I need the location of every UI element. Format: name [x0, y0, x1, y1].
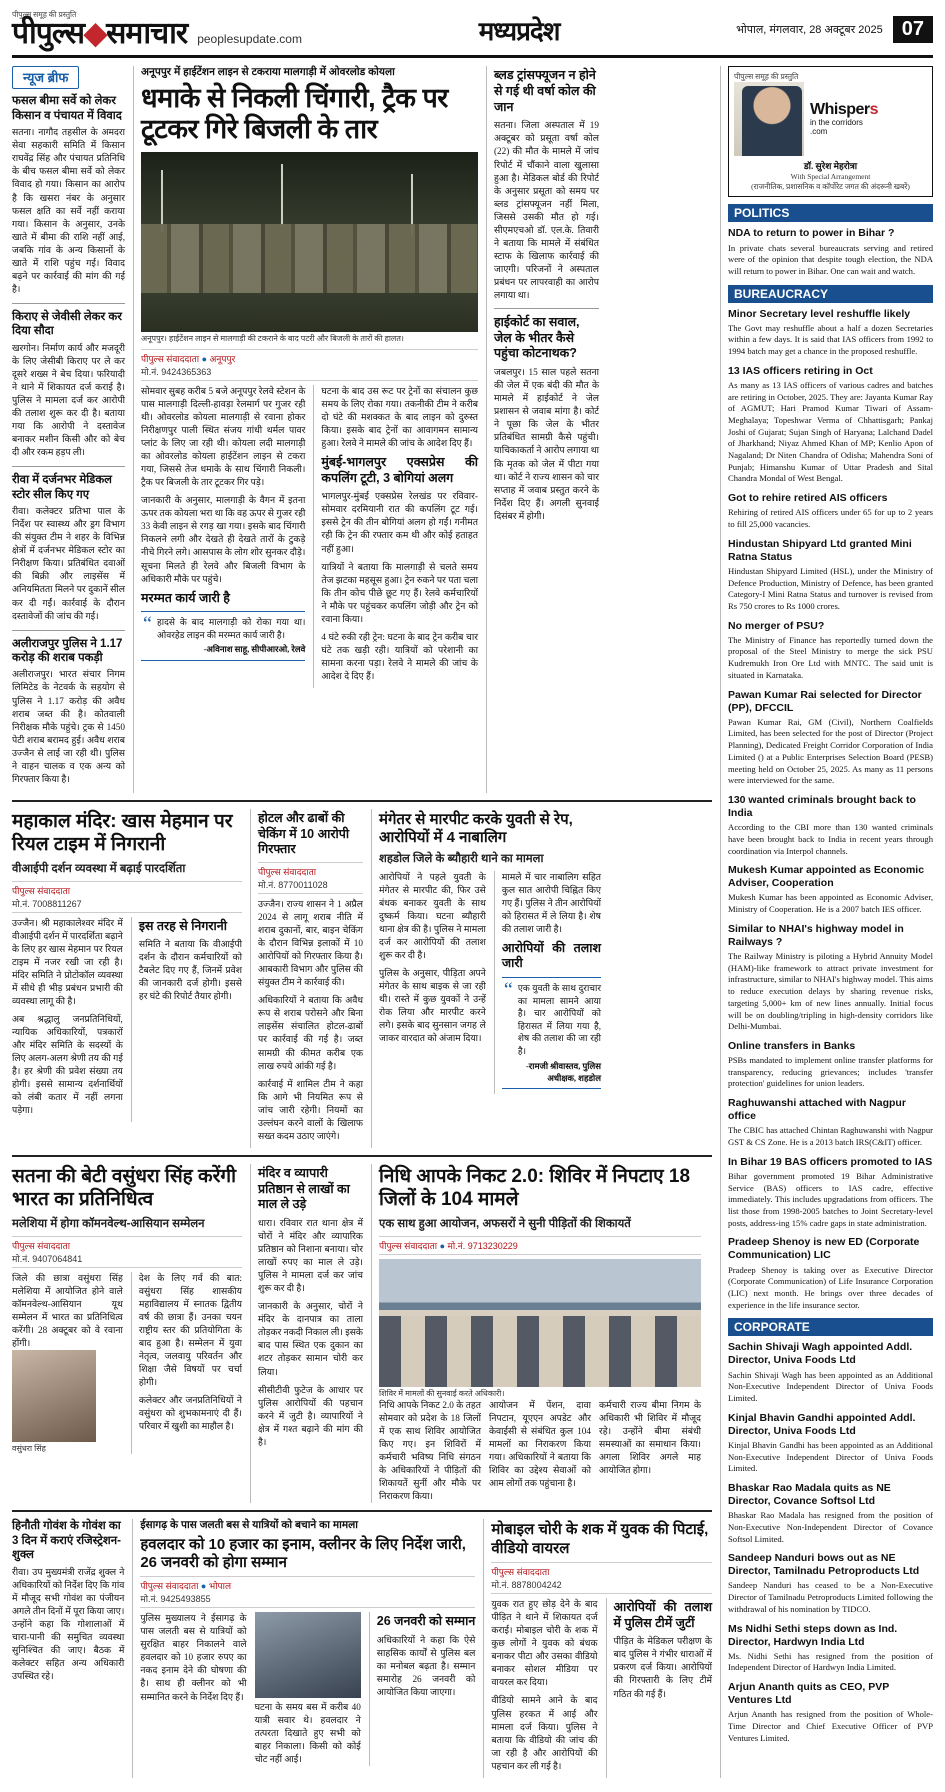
- satna-para: जिले की छात्रा वसुंधरा सिंह मलेशिया में आयोजित होने वाले कॉमनवेल्थ-आसियान यूथ सम्मेलन में भारत का प्रतिनिधित्व करेंगी। 28 अक्टूबर को वे रवाना होंगी।: [12, 1272, 123, 1348]
- page-grid: [12, 66, 933, 1777]
- mobile-para: युवक रात हुए छोड़ देने के बाद पीड़ित ने थाने में शिकायत दर्ज कराई। मोबाइल चोरी के शक में कुछ लोगों ने युवक को बंधक बनाकर पीटा और उसका वीडियो बनाकर सोशल मीडिया पर वायरल कर दिया।: [491, 1599, 598, 1688]
- rail-body: According to the CBI more than 130 wanted criminals have been brought back to India in recent years through coordination via Interpol channels.: [728, 822, 933, 856]
- bus-para: अधिकारियों ने कहा कि ऐसे साहसिक कार्यों से पुलिस बल का मनोबल बढ़ता है। सम्मान समारोह 26 जनवरी को आयोजित किया जाएगा।: [376, 1634, 476, 1697]
- mobile-headline: मोबाइल चोरी के शक में युवक की पिटाई, वीडियो वायरल: [491, 1521, 709, 1557]
- rail-headline: Similar to NHAI's highway model in Railways ?: [728, 922, 904, 948]
- shahdol-col-1: [379, 871, 486, 1095]
- brief-item[interactable]: [12, 637, 125, 786]
- brief-headline: फसल बीमा सर्वे को लेकर किसान व पंचायत में विवाद: [12, 95, 122, 122]
- rail-headline: Raghuwanshi attached with Nagpur office: [728, 1097, 906, 1123]
- byline-agency: पीपुल्स संवाददाता: [491, 1567, 550, 1577]
- brief-headline: हिनौती गोवंश के गोवंश का 3 दिन में कराएं रजिस्ट्रेशन-शुक्ल: [12, 1520, 121, 1562]
- mahakal-col-2: [131, 917, 242, 1123]
- byline-city: भोपाल: [208, 1581, 232, 1592]
- temple-body: [258, 1217, 363, 1449]
- rail-body: Pawan Kumar Rai, GM (Civil), Northern Coalfields Limited, has been selected for the post of Director (Project Planning), Dedicated Freight Corridor Corporation of India Limited () at a Public Enterprises Selection Board (PESB) meeting held on October 25, 2025. As many as 11 persons were interviewed for the same.: [728, 716, 933, 786]
- temple-headline: मंदिर व व्यापारी प्रतिष्ठान से लाखों का माल ले उड़े: [258, 1165, 350, 1212]
- byline-agency: पीपुल्स संवाददाता: [379, 1240, 438, 1251]
- brief-item[interactable]: [12, 1519, 124, 1777]
- rail-body: The Govt may reshuffle about a half a dozen Secretaries within a few days. It is said that IAS officers from 1992 to 1994 batch may get a chance in the proposed reshuffle.: [728, 322, 933, 357]
- shahdol-para: आरोपियों ने पहले युवती के मंगेतर से मारपीट की, फिर उसे बंधक बनाकर युवती के साथ दुष्कर्म किया। घटना ब्यौहारी थाना क्षेत्र की है। पुलिस ने मामला दर्ज कर आरोपियों की तलाश शुरू कर दी है।: [379, 871, 486, 960]
- rail-body: Sachin Shivaji Wagh has been appointed as an Additional Non-Executive Independent Director of Univa Foods Limited.: [728, 1369, 933, 1403]
- rail-body: Hindustan Shipyard Limited (HSL), under the Ministry of Defence Production, Ministry of Defence, has been granted Category-I Mini Ratna Status and turnover is revised from Rs 750 crores to Rs 1000 crores.: [728, 565, 933, 611]
- hotel-dhaba-story[interactable]: [250, 809, 363, 1148]
- bus-col-2: [255, 1612, 361, 1766]
- mumbai-para: 4 घंटे रुकी रही ट्रेन: घटना के बाद ट्रेन करीब चार घंटे तक खड़ी रही। यात्रियों को परेशानी का सामना करना पड़ा। रेलवे ने मामले की जांच के आदेश दे दिए हैं।: [321, 631, 478, 682]
- rail-item[interactable]: [728, 1412, 933, 1475]
- rail-headline: NDA to return to power in Bihar ?: [728, 227, 895, 240]
- masthead-left: [12, 10, 302, 49]
- rail-headline: Mukesh Kumar appointed as Economic Adviser, Cooperation: [728, 864, 925, 890]
- shahdol-col-2: [494, 871, 601, 1095]
- rail-body: Mukesh Kumar has been appointed as Economic Adviser, Ministry of Cooperation. He is a 2007 batch IES officer.: [728, 892, 933, 915]
- satna-cols: [12, 1272, 242, 1455]
- rail-headline: Sachin Shivaji Wagh appointed Addl. Director, Univa Foods Ltd: [728, 1341, 913, 1367]
- mobile-byline: [491, 1562, 712, 1594]
- nidhi-byline: पीपुल्स संवाददाता ● मो.नं. 9713230229: [379, 1236, 701, 1255]
- satna-col-2: [131, 1272, 242, 1455]
- lead-kicker: अनूपपुर में हाईटेंशन लाइन से टकराया मालगाड़ी में ओवरलोड कोयला: [141, 66, 395, 79]
- rail-item[interactable]: [728, 689, 933, 787]
- shahdol-story[interactable]: [371, 809, 601, 1148]
- section-header-politics: POLITICS: [728, 204, 933, 222]
- brief-item[interactable]: [12, 473, 125, 622]
- middle-band: [12, 809, 712, 1148]
- rail-headline: Ms Nidhi Sethi steps down as Ind. Director, Hardwyn India Ltd: [728, 1622, 898, 1648]
- whisper-note: (राजनीतिक, प्रशासनिक व कॉर्पोरेट जगत की अंदरूनी खबरें): [751, 181, 910, 191]
- nidhi-para: निधि आपके निकट 2.0 के तहत सोमवार को प्रदेश के 18 जिलों में एक साथ शिविर आयोजित किए गए। इन शिविरों में कर्मचारी भविष्य निधि संगठन के अधिकारियों ने पीड़ितों की शिकायतें सुनीं और मौके पर निराकरण किया।: [379, 1399, 481, 1502]
- whisper-brand-line1: [810, 102, 878, 118]
- whisper-arrangement: With Special Arrangement: [790, 171, 871, 181]
- mobile-para: वीडियो सामने आने के बाद पुलिस हरकत में आई और मामला दर्ज किया। पुलिस ने बताया कि वीडियो की जांच की जा रही है और आरोपियों की पहचान कर ली गई है।: [491, 1695, 598, 1771]
- lead-story[interactable]: [133, 66, 478, 793]
- rail-item[interactable]: [728, 1156, 933, 1230]
- shahdol-quote: [502, 977, 601, 1089]
- rail-item[interactable]: [728, 1552, 933, 1615]
- rail-body: Bhaskar Rao Madala has resigned from the position of Non-Executive Non-Independent Director of Covance Softsol Limited.: [728, 1510, 933, 1544]
- shahdol-para: मामले में चार नाबालिग सहित कुल सात आरोपी चिह्नित किए गए हैं। पुलिस ने तीन आरोपियों को हिरासत में ले लिया है। शेष की तलाश जारी है।: [501, 871, 601, 934]
- rail-item[interactable]: [728, 794, 933, 857]
- rail-headline: 13 IAS officers retiring in Oct: [728, 364, 873, 377]
- temple-theft-story[interactable]: [250, 1164, 363, 1503]
- byline-agency: पीपुल्स संवाददाता: [12, 1240, 71, 1251]
- byline-agency: पीपुल्स संवाददाता: [140, 1581, 199, 1592]
- mahakal-para: अब श्रद्धालु जनप्रतिनिधियों, न्यायिक अधिकारियों, पत्रकारों और मंदिर समिति के सदस्यों के लिए अलग-अलग श्रेणी तय की गई है। हर श्रेणी की प्रवेश संख्या तय होगी। इससे सामान्य दर्शनार्थियों को लंबी कतार में नहीं लगना पड़ेगा।: [12, 1013, 123, 1116]
- hotel-body: [258, 898, 363, 1143]
- shahdol-subhead: शहडोल जिले के ब्यौहारी थाने का मामला: [379, 852, 544, 865]
- rail-headline: Sandeep Nanduri bows out as NE Director, Tamilnadu Petroproducts Ltd: [728, 1552, 920, 1578]
- nidhi-photo-caption: शिविर में मामलों की सुनवाई करते अधिकारी।: [379, 1388, 505, 1398]
- mobile-para: पीड़ित के मेडिकल परीक्षण के बाद पुलिस ने गंभीर धाराओं में प्रकरण दर्ज किया। आरोपियों की गिरफ्तारी के लिए टीमें गठित की गई हैं।: [613, 1636, 712, 1699]
- lead-photo: [141, 152, 478, 332]
- mumbai-para: यात्रियों ने बताया कि मालगाड़ी से चलते समय तेज झटका महसूस हुआ। ट्रेन रुकने पर पता चला कि तीन कोच पीछे छूट गए हैं। रेलवे कर्मचारियों ने मौके पर पहुंचकर कपलिंग जोड़ी और ट्रेन को रवाना किया।: [321, 561, 478, 624]
- bus-kicker: ईसागढ़ के पास जलती बस से यात्रियों को बचाने का मामला: [140, 1519, 358, 1532]
- mahakal-col-1: [12, 917, 123, 1123]
- rail-body: Rehiring of retired AIS officers under 65 for up to 2 years to fill 25,000 vacancies.: [728, 507, 933, 529]
- bus-col-1: [140, 1612, 246, 1766]
- whisper-top-line: पीपुल्स समूह की प्रस्तुति: [734, 72, 799, 82]
- mahakal-story[interactable]: [12, 809, 242, 1148]
- section-header-corporate: CORPORATE: [728, 1318, 933, 1336]
- lower-band: [12, 1164, 712, 1503]
- story-body: सतना। जिला अस्पताल में 19 अक्टूबर को प्रसूता वर्षा कोल (22) की मौत के मामले में जांच रिपोर्ट में चौंकाने वाला खुलासा हुआ है। मेडिकल बोर्ड की रिपोर्ट के अनुसार प्रसूता को समय पर ब्लड ट्रांसफ्यूजन नहीं मिला, जिससे उसकी मौत हो गई। सीएमएचओ डॉ. एल.के. तिवारी ने बताया कि मामले में संबंधित स्टाफ के खिलाफ कार्रवाई की जाएगी। परिजनों ने अस्पताल प्रबंधन पर लापरवाही का आरोप लगाया था।: [494, 120, 599, 301]
- temple-para: जानकारी के अनुसार, चोरों ने मंदिर के दानपात्र का ताला तोड़कर नकदी निकाल ली। इसके बाद पास स्थित एक दुकान का शटर तोड़कर सामान चोरी कर लिया।: [258, 1301, 363, 1377]
- news-brief-column: [12, 66, 125, 793]
- mahakal-headline: महाकाल मंदिर: खास मेहमान पर रियल टाइम में निगरानी: [12, 810, 233, 855]
- whisper-brand-line3: .com: [810, 126, 828, 136]
- rail-headline: Hindustan Shipyard Ltd granted Mini Ratna Status: [728, 537, 912, 563]
- rail-headline: Arjun Ananth quits as CEO, PVP Ventures Ltd: [728, 1681, 890, 1707]
- hotel-para: अधिकारियों ने बताया कि अवैध रूप से शराब परोसने और बिना लाइसेंस संचालित होटल-ढाबों पर कार्रवाई की गई है। जब्त सामग्री की कीमत करीब एक लाख रुपये आंकी गई है।: [258, 995, 363, 1071]
- rail-body: Arjun Ananth has resigned from the position of Whole-Time Director and Chief Executive Officer of PVP Ventures Limited.: [728, 1709, 933, 1743]
- rail-headline: Pawan Kumar Rai selected for Director (PP), DFCCIL: [728, 688, 922, 714]
- section-header-bureaucracy: BUREAUCRACY: [728, 285, 933, 303]
- lead-subheading: मरम्मत कार्य जारी है: [141, 590, 230, 605]
- mumbai-para: भागलपुर-मुंबई एक्सप्रेस रेलखंड पर रविवार-सोमवार दरमियानी रात की कपलिंग टूट गई। इससे ट्रेन की तीन बोगियां अलग हो गईं। गनीमत रही कि ट्रेन की रफ्तार कम थी और कोई हताहत नहीं हुआ।: [321, 491, 478, 554]
- brief-item[interactable]: [12, 310, 125, 459]
- rail-headline: Online transfers in Banks: [728, 1039, 856, 1052]
- column-c: [486, 66, 599, 793]
- bus-headline: हवलदार को 10 हजार का इनाम, क्लीनर के लिए निर्देश जारी, 26 जनवरी को होगा सम्मान: [140, 1535, 466, 1571]
- bus-officer-photo: [255, 1612, 361, 1698]
- whisper-brand: [810, 102, 878, 136]
- lead-photo-caption: अनूपपुर। हाईटेंशन लाइन से मालगाड़ी की टकराने के बाद पटरी और बिजली के तारों की हालत।: [141, 334, 404, 344]
- byline-mobile: मो.नं. 9407064841: [12, 1253, 83, 1264]
- rail-body: Ms. Nidhi Sethi has resigned from the position of Independent Director of Hardwyn India Limited.: [728, 1650, 933, 1673]
- shahdol-subheading: आरोपियों की तलाश जारी: [501, 940, 601, 971]
- columnist-name: डॉ. सुरेश मेहरोत्रा: [803, 160, 858, 171]
- hotel-para: कार्रवाई में शामिल टीम ने कहा कि आगे भी नियमित रूप से जांच जारी रहेगी। नियमों का उल्लंघन करने वालों के खिलाफ सख्त कदम उठाए जाएंगे।: [258, 1078, 363, 1141]
- nidhi-subhead: एक साथ हुआ आयोजन, अफसरों ने सुनी पीड़ितों की शिकायतें: [379, 1217, 631, 1230]
- byline-mobile: मो.नं. 8878004242: [491, 1580, 562, 1590]
- rail-item[interactable]: [728, 620, 933, 682]
- brand-letter-s: s: [869, 100, 879, 118]
- highcourt-story[interactable]: [494, 315, 599, 523]
- satna-photo-caption: वसुंधरा सिंह: [12, 1443, 46, 1453]
- lead-body-columns: [141, 385, 478, 688]
- bus-side-head: 26 जनवरी को सम्मान: [376, 1614, 476, 1629]
- rail-body: In private chats several bureaucrats serving and retired were of the opinion that despite tough election, the NDA will return to power in Bihar. One can wait and watch.: [728, 242, 933, 276]
- brief-headline: रीवा में दर्जनभर मेडिकल स्टोर सील किए गए: [12, 474, 112, 501]
- rail-headline: 130 wanted criminals brought back to India: [728, 793, 916, 820]
- bottom-band: [12, 1519, 712, 1777]
- byline-mobile: मो.नं. 9424365363: [141, 366, 212, 377]
- satna-col-1: [12, 1272, 123, 1455]
- rail-item[interactable]: [728, 1341, 933, 1404]
- rail-headline: Bhaskar Rao Madala quits as NE Director, Covance Softsol Ltd: [728, 1481, 891, 1508]
- shahdol-cols: [379, 871, 601, 1095]
- bus-cols: [140, 1612, 475, 1766]
- whisper-brand-row: [734, 82, 927, 156]
- rail-body: The CBIC has attached Chintan Raghuwanshi with Nagpur GST & CS Zone. He is a 2013 batch IRS(C&IT) officer.: [728, 1125, 933, 1148]
- mahakal-cols: [12, 917, 242, 1123]
- rail-headline: Minor Secretary level reshuffle likely: [728, 307, 911, 320]
- lead-col-1: [141, 385, 305, 688]
- rail-item[interactable]: [728, 227, 933, 277]
- masthead: [12, 10, 933, 58]
- lead-para: सोमवार सुबह करीब 5 बजे अनूपपुर रेलवे स्टेशन के पास मालगाड़ी दिल्ली-हावड़ा रेलमार्ग पर गुजर रही थी। ओवरलोड कोयला मालगाड़ी से रवाना होकर निरीक्षणपुर पाली स्थित संजय गांधी थर्मल पावर प्लांट के लिए जा रही थी। कोयला लदी मालगाड़ी का ओवरलोड कोयला हाईटेंशन लाइन से टकरा गया, जिससे तेज धमाके के साथ चिंगारी निकली। ट्रैक पर बिजली के तार टूटकर गिर पड़े।: [141, 385, 306, 488]
- mahakal-byline: [12, 881, 242, 913]
- brief-text: रीवा। कलेक्टर प्रतिभा पाल के निर्देश पर स्वास्थ्य और ड्रग विभाग की संयुक्त टीम ने शहर के विभिन्न क्षेत्रों में दर्जनभर मेडिकल स्टोर का निरीक्षण किया। प्रतिबंधित दवाओं की बिक्री और लाइसेंस में अनियमितता मिलने पर दुकानें सील कर दी गईं। कार्रवाई के दौरान दस्तावेजों की जांच की गई।: [12, 506, 125, 621]
- rail-headline: No merger of PSU?: [728, 619, 825, 632]
- whisper-masthead[interactable]: [728, 66, 933, 197]
- columnist-photo: [734, 82, 804, 156]
- mahakal-side-head: इस तरह से निगरानी: [138, 918, 227, 933]
- whisper-brand-line2: in the corridors: [810, 117, 863, 127]
- mobile-subheading: आरोपियों की तलाश में पुलिस टीमें जुटीं: [613, 1600, 712, 1630]
- top-band: [12, 66, 712, 793]
- rail-item[interactable]: [728, 1681, 933, 1744]
- byline-agency: पीपुल्स संवाददाता: [12, 885, 71, 896]
- byline-mobile: मो.नं. 9425493855: [140, 1594, 211, 1605]
- rail-item[interactable]: [728, 1482, 933, 1545]
- nidhi-photo: [379, 1259, 701, 1387]
- byline-city: अनूपपुर: [209, 353, 236, 364]
- temple-para: धारा। रविवार रात थाना क्षेत्र में चोरों ने मंदिर और व्यापारिक प्रतिष्ठान को निशाना बनाया। चोर लाखों रुपए का माल ले उड़े। पुलिस ने मामला दर्ज कर जांच शुरू कर दी है।: [258, 1217, 363, 1294]
- rail-body: The Railway Ministry is piloting a Hybrid Annuity Model (HAM)-like framework to attract private investment for infrastructure, similar to NHAI's highway model. This aims to reduce execution delays by sharing revenue risks, targeting 5,000+ km of new lines annually. Initial focus will be on doubling/tripling in high-density corridors like Delhi-Mumbai.: [728, 951, 933, 1032]
- rail-body: Pradeep Shenoy is taking over as Executive Director (Corporate Communication) of Life Insurance Corporation (LIC) next month. He brings over three decades of experience in the life insurance sector.: [728, 1264, 933, 1310]
- bus-col-3: [369, 1612, 476, 1766]
- satna-girl-story[interactable]: [12, 1164, 242, 1503]
- brief-text: सतना। नागौद तहसील के अमदरा सेवा सहकारी समिति में किसान राघवेंद्र सिंह और पंचायत प्रतिनिधि के बीच फसल बीमा सर्वे को लेकर विवाद हो गया। किसान का आरोप है कि खसरा नंबर के अनुसार फसल क्षति का सर्वे नहीं कराया गया। किसान के अनुसार, उनके खाते में बीमा की राशि नहीं आई, जबकि गांव के अन्य किसानों के खाते में राशि पहुंच गई। विवाद बढ़ने पर कार्रवाई की मांग की गई है।: [12, 127, 125, 294]
- quote-text: एक युवती के साथ दुराचार का मामला सामने आया है। चार आरोपियों को हिरासत में लिया गया है, शेष की तलाश की जा रही है।: [517, 983, 601, 1057]
- byline-mobile: मो.नं. 9713230229: [447, 1240, 518, 1251]
- rail-item[interactable]: [728, 365, 933, 485]
- satna-para: कलेक्टर और जनप्रतिनिधियों ने वसुंधरा को शुभकामनाएं दी हैं। परिवार में खुशी का माहौल है।: [138, 1395, 242, 1432]
- nidhi-para: कर्मचारी राज्य बीमा निगम के अधिकारी भी शिविर में मौजूद रहे। उन्होंने बीमा संबंधी समस्याओं का समाधान किया। अगला शिविर अगले माह आयोजित होगा।: [599, 1399, 701, 1476]
- byline-agency: पीपुल्स संवाददाता: [141, 353, 200, 364]
- hotel-byline: [258, 862, 363, 894]
- rail-body: Kinjal Bhavin Gandhi has been appointed as an Additional Non-Executive Independent Director of Univa Foods Limited.: [728, 1439, 933, 1474]
- lead-quote: [141, 611, 305, 661]
- story-body: जबलपुर। 15 साल पहले सतना की जेल में एक बंदी की मौत के मामले में हाईकोर्ट ने जेल प्रशासन से जवाब मांगा है। कोर्ट ने पूछा कि जेल के भीतर प्रतिबंधित सामग्री कैसे पहुंची। याचिकाकर्ता ने आरोप लगाया था कि मृतक को जेल में पीटा गया था। कोर्ट ने राज्य शासन को चार सप्ताह में जवाब प्रस्तुत करने के निर्देश दिए हैं। अगली सुनवाई दिसंबर में होगी।: [494, 367, 599, 521]
- mumbai-box-headline: मुंबई-भागलपुर एक्सप्रेस की कपलिंग टूटी, 3 बोगियां अलग: [321, 455, 478, 485]
- satna-headline: सतना की बेटी वसुंधरा सिंह करेंगी भारत का प्रतिनिधित्व: [12, 1165, 237, 1210]
- satna-byline: [12, 1236, 242, 1268]
- brief-headline: अलीराजपुर पुलिस ने 1.17 करोड़ की शराब पकड़ी: [12, 637, 123, 665]
- shahdol-para: पुलिस के अनुसार, पीड़िता अपने मंगेतर के साथ बाइक से जा रही थी। रास्ते में कुछ युवकों ने उन्हें रोक लिया और मारपीट करने लगे। इसके बाद सुनसान जगह ले जाकर वारदात को अंजाम दिया।: [379, 967, 486, 1044]
- news-brief-tag: न्यूज ब्रीफ: [12, 66, 79, 89]
- mobile-theft-story[interactable]: [483, 1519, 712, 1777]
- byline-mobile: मो.नं. 7008811267: [12, 898, 82, 909]
- byline-mobile: मो.नं. 8770011028: [258, 879, 328, 890]
- rail-body: Sandeep Nanduri has ceased to be a Non-Executive Director of Tamilnadu Petroproducts Limited following the withdrawal of his nomination by TIDCO.: [728, 1580, 933, 1614]
- rail-item[interactable]: [728, 1040, 933, 1090]
- bus-para: घटना के समय बस में करीब 40 यात्री सवार थे। हवलदार ने तत्परता दिखाते हुए सभी को बाहर निकाला। किसी को कोई चोट नहीं आई।: [254, 1702, 361, 1765]
- brief-text: रीवा। उप मुख्यमंत्री राजेंद्र शुक्ल ने अधिकारियों को निर्देश दिए कि गांव में मौजूद सभी गोवंश का पंजीयन अगले तीन दिनों में पूरा किया जाए। उन्होंने कहा कि गोशालाओं में चारा-पानी की समुचित व्यवस्था सुनिश्चित की जाए। बैठक में कलेक्टर सहित अन्य अधिकारी उपस्थित रहे।: [12, 1566, 125, 1682]
- nidhi-para: आयोजन में पेंशन, दावा निपटान, यूएएन अपडेट और केवाईसी से संबंधित कुल 104 मामलों का निराकरण किया गया। अधिकारियों ने बताया कि शिविर का उद्देश्य सेवाओं को आम लोगों तक पहुंचाना है।: [489, 1399, 591, 1489]
- nidhi-headline: निधि आपके निकट 2.0: शिविर में निपटाए 18 जिलों के 104 मामले: [379, 1165, 691, 1210]
- lead-para: जानकारी के अनुसार, मालगाड़ी के वैगन में इतना ऊपर तक कोयला भरा था कि वह ऊपर से गुजर रही 33 केवी लाइन से रगड़ खा गया। इसके बाद चिंगारी निकलने लगी और देखते ही देखते तारों के टुकड़े नीचे गिरने लगे। आसपास के लोग शोर सुनकर दौड़े। सूचना मिलते ही रेलवे और बिजली विभाग के अधिकारी मौके पर पहुंचे।: [141, 495, 306, 584]
- mahakal-para: समिति ने बताया कि वीआईपी दर्शन के दौरान कर्मचारियों को टैबलेट दिए गए हैं, जिनमें प्रवेश की जानकारी दर्ज होगी। इससे हर घंटे की रिपोर्ट तैयार होगी।: [138, 939, 242, 1002]
- rail-body: The Ministry of Finance has reportedly turned down the proposal of the Steel Ministry to merge the sick PSU Kudremukh Iron Ore Ltd with MNTC. The said unit is situated in Karnataka.: [728, 634, 933, 680]
- rail-body: Bihar government promoted 19 Bihar Administrative Service (BAS) officers to IAS cadre, effective immediately. This includes upgradations from officers. The list those from 1998-2005 batches to Joint Secretary-level posts, address-ing 15% cadre gaps in state administration.: [728, 1170, 933, 1228]
- story-headline: हाईकोर्ट का सवाल, जेल के भीतर कैसे पहुंचा कोटनाथक?: [494, 315, 580, 361]
- page-number: 07: [893, 16, 933, 43]
- whispers-rail: [720, 66, 933, 1777]
- rail-item[interactable]: [728, 1236, 933, 1311]
- bus-rescue-story[interactable]: [132, 1519, 475, 1777]
- brief-text: अलीराजपुर। भारत संचार निगम लिमिटेड के नेटवर्क के सहयोग से पुलिस ने 1.17 करोड़ की अवैध शराब जब्त की है। कोतवाली निरीक्षक मौके पहुंचे। ट्रक से 1450 पेटी शराब बरामद हुई। अवैध शराब उज्जैन से लाई जा रही थी। पुलिस ने वाहन चालक व एक अन्य को गिरफ्तार किया है।: [12, 669, 125, 784]
- shahdol-headline: मंगेतर से मारपीट करके युवती से रेप, आरोपियों में 4 नाबालिग: [379, 810, 573, 847]
- hotel-para: उज्जैन। राज्य शासन ने 1 अप्रैल 2024 से लागू शराब नीति में शराब दुकानों, बार, बाइन चेकिंग के दौरान विभिन्न इलाकों में 10 आरोपियों को गिरफ्तार किया है। आबकारी विभाग और पुलिस की संयुक्त टीम ने कार्रवाई की।: [258, 898, 363, 988]
- rail-item[interactable]: [728, 864, 933, 916]
- satna-subhead: मलेशिया में होगा कॉमनवेल्थ-आसियान सम्मेलन: [12, 1217, 205, 1230]
- main-content: [12, 66, 712, 1777]
- rail-headline: Got to rehire retired AIS officers: [728, 492, 888, 505]
- hotel-headline: होटल और ढाबों की चेकिंग में 10 आरोपी गिरफ्तार: [258, 810, 350, 857]
- bus-para: पुलिस मुख्यालय ने ईसागढ़ के पास जलती बस से यात्रियों को सुरक्षित बाहर निकालने वाले हवलदार को 10 हजार रुपए का नकद इनाम देने की घोषणा की है। साथ ही क्लीनर को भी सम्मानित करने के निर्देश दिए हैं।: [140, 1613, 247, 1702]
- nidhi-story[interactable]: [371, 1164, 701, 1503]
- rail-item[interactable]: [728, 538, 933, 613]
- bus-byline: पीपुल्स संवाददाता ● भोपाल मो.नं. 9425493855: [140, 1576, 475, 1608]
- quote-text: हादसे के बाद मालगाड़ी को रोका गया था। ओवरहेड लाइन की मरम्मत कार्य जारी है।: [157, 617, 306, 640]
- nidhi-body: [379, 1399, 701, 1504]
- lead-para: घटना के बाद उस रूट पर ट्रेनों का संचालन कुछ समय के लिए रोका गया। तकनीकी टीम ने करीब दो घंटे की मशक्कत के बाद लाइन को दुरुस्त किया। इसके बाद ट्रेनों का आवागमन सामान्य हुआ। रेलवे ने मामले की जांच के आदेश दिए हैं।: [321, 385, 478, 448]
- rail-item[interactable]: [728, 308, 933, 358]
- lead-byline: पीपुल्स संवाददाता ● अनूपपुर मो.नं. 9424365363: [141, 349, 478, 381]
- logo-tagline: पीपुल्स समूह की प्रस्तुति: [12, 10, 77, 19]
- blood-transfusion-story[interactable]: [494, 68, 599, 302]
- dateline: भोपाल, मंगलवार, 28 अक्टूबर 2025: [736, 24, 883, 37]
- byline-agency: पीपुल्स संवाददाता: [258, 866, 317, 877]
- mahakal-subhead: वीआईपी दर्शन व्यवस्था में बढ़ाई पारदर्शिता: [12, 862, 186, 875]
- website-url[interactable]: peoplesupdate.com: [197, 32, 302, 47]
- rail-item[interactable]: [728, 1097, 933, 1149]
- rail-item[interactable]: [728, 492, 933, 531]
- lead-headline: धमाके से निकली चिंगारी, ट्रैक पर टूटकर गिरे बिजली के तार: [141, 82, 448, 145]
- temple-para: सीसीटीवी फुटेज के आधार पर पुलिस आरोपियों की पहचान करने में जुटी है। व्यापारियों ने क्षेत्र में गश्त बढ़ाने की मांग की है।: [258, 1384, 363, 1447]
- mobile-cols: [491, 1598, 712, 1778]
- logo[interactable]: [12, 10, 187, 49]
- rail-headline: In Bihar 19 BAS officers promoted to IAS: [728, 1155, 933, 1168]
- edition-title: मध्यप्रदेश: [478, 15, 560, 46]
- brand-word-whisper: Whisper: [810, 100, 870, 118]
- brief-text: खरगोन। निर्माण कार्य और मजदूरी के लिए जेसीबी किराए पर ले कर दूसरे शख्स ने बेच दिया। फरियादी ने थाने में शिकायत दर्ज कराई है। पुलिस ने मामला दर्ज कर आरोपी की तलाश शुरू कर दी है। बताया गया कि आरोपी ने दस्तावेज बनाकर मशीन किसी और को बेच दी और रकम हड़प ली।: [12, 342, 125, 458]
- mobile-col-2: [606, 1598, 712, 1778]
- quote-source: -रामजी श्रीवास्तव, पुलिस अधीक्षक, शहडोल: [525, 1060, 601, 1083]
- masthead-right: [736, 16, 933, 43]
- rail-headline: Kinjal Bhavin Gandhi appointed Addl. Director, Univa Foods Ltd: [728, 1411, 916, 1437]
- rail-body: PSBs mandated to implement online transfer platforms for transparency, reducing grievances; includes 'transfer protection' guidelines for union leaders.: [728, 1055, 933, 1089]
- satna-para: देश के लिए गर्व की बात: वसुंधरा सिंह शासकीय महाविद्यालय में स्नातक द्वितीय वर्ष की छात्रा हैं। उनका चयन राष्ट्रीय स्तर की प्रतियोगिता के बाद हुआ है। सम्मेलन में युवा नेतृत्व, जलवायु परिवर्तन और शिक्षा जैसे विषयों पर चर्चा होगी।: [138, 1272, 242, 1388]
- rail-headline: Pradeep Shenoy is new ED (Corporate Communication) LIC: [728, 1236, 920, 1262]
- brief-item[interactable]: [12, 94, 125, 296]
- rail-item[interactable]: [728, 923, 933, 1033]
- rail-item[interactable]: [728, 1623, 933, 1675]
- brief-headline: किराए से जेवीसी लेकर कर दिया सौदा: [12, 311, 122, 338]
- story-headline: ब्लड ट्रांसफ्यूजन न होने से गई थी वर्षा कोल की जान: [494, 68, 596, 114]
- rail-body: As many as 13 IAS officers of various cadres and batches are retiring in October, 2025. They are: Jayanta Kumar Ray of AGMUT; Hari Pramod Kumar Tiwari of Assam-Meghalaya; Topeshwar Verma of Chhattisgarh; Pankaj Joshi of Gujarat; Sujan Singh of Haryana; Lalchand Dadel of Jharkhand; Niyaz Ahmed Khan of MP; Kenlio Apon of Nagaland; Dr Niten Chandra of Odisha; Mahendra Soni of Punjab; Himanshu Kumar of Uttar Pradesh and Sital Chandra Mondal of West Bengal.: [728, 379, 933, 484]
- lead-col-2: [313, 385, 478, 688]
- mobile-col-1: [491, 1598, 597, 1778]
- mahakal-para: उज्जैन। श्री महाकालेश्वर मंदिर में वीआईपी दर्शन में पारदर्शिता बढ़ाने के लिए हर खास मेहमान पर रियल टाइम में नजर रखी जा रही है। मंदिर समिति ने प्रोटोकॉल व्यवस्था में सीधे ही भीड़ प्रबंधन प्रभारी की व्यवस्था लागू की है।: [12, 917, 123, 1006]
- logo-text: पीपुल्स◆समाचार: [12, 17, 188, 51]
- satna-portrait-photo: [12, 1350, 96, 1442]
- quote-source: -अविनाश साहू, सीपीआरओ, रेलवे: [203, 644, 306, 655]
